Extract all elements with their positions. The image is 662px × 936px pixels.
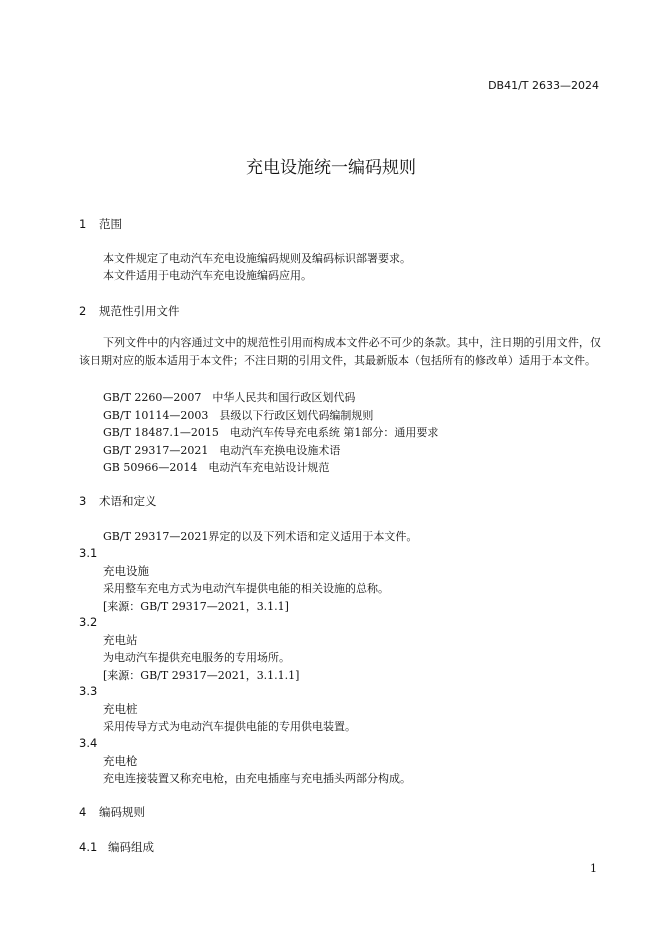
term-definition: 为电动汽车提供充电服务的专用场所。	[103, 651, 290, 664]
term-source: [来源：GB/T 29317—2021，3.1.1.1]	[103, 669, 300, 682]
section-heading-terms-definitions	[79, 493, 157, 509]
section-number: 3	[79, 494, 87, 508]
term-number: 3.1	[79, 546, 98, 560]
term-source: [来源：GB/T 29317—2021，3.1.1]	[103, 600, 289, 613]
page-number: 1	[590, 862, 597, 875]
section-number: 1	[79, 217, 87, 231]
section-number: 2	[79, 304, 87, 318]
paragraph: 本文件适用于电动汽车充电设施编码应用。	[103, 269, 312, 282]
reference-item: GB/T 2260—2007 中华人民共和国行政区划代码	[103, 391, 356, 404]
term-name: 充电站	[103, 633, 138, 647]
document-title: 充电设施统一编码规则	[246, 158, 416, 178]
term-name: 充电设施	[103, 564, 149, 578]
reference-item: GB/T 18487.1—2015 电动汽车传导充电系统 第1部分：通用要求	[103, 426, 439, 439]
section-title: 范围	[99, 217, 122, 231]
term-definition: 采用整车充电方式为电动汽车提供电能的相关设施的总称。	[103, 582, 389, 595]
term-number: 3.3	[79, 684, 98, 698]
document-number: DB41/T 2633—2024	[488, 79, 599, 92]
subsection-heading-code-composition	[79, 839, 154, 855]
section-number: 4	[79, 805, 87, 819]
subsection-title: 编码组成	[108, 840, 154, 854]
reference-item: GB/T 29317—2021 电动汽车充换电设施术语	[103, 444, 341, 457]
term-number: 3.2	[79, 615, 98, 629]
section-title: 规范性引用文件	[99, 304, 180, 318]
reference-item: GB/T 10114—2003 县级以下行政区划代码编制规则	[103, 409, 374, 422]
paragraph: 本文件规定了电动汽车充电设施编码规则及编码标识部署要求。	[103, 252, 411, 265]
section-title: 编码规则	[99, 805, 145, 819]
term-definition: 充电连接装置又称充电枪，由充电插座与充电插头两部分构成。	[103, 772, 411, 785]
term-number: 3.4	[79, 736, 98, 750]
section-heading-normative-references	[79, 303, 180, 319]
reference-item: GB 50966—2014 电动汽车充电站设计规范	[103, 461, 330, 474]
term-name: 充电桩	[103, 702, 138, 716]
paragraph: GB/T 29317—2021界定的以及下列术语和定义适用于本文件。	[103, 530, 418, 543]
term-definition: 采用传导方式为电动汽车提供电能的专用供电装置。	[103, 720, 356, 733]
section-heading-coding-rules	[79, 804, 145, 820]
subsection-number: 4.1	[79, 840, 98, 854]
section-heading-scope	[79, 216, 122, 232]
paragraph: 下列文件中的内容通过文中的规范性引用而构成本文件必不可少的条款。其中，注日期的引用文件，仅该日期对应的版本适用于本文件；不注日期的引用文件，其最新版本（包括所有的修改单）适用于本文件。	[79, 336, 601, 367]
term-name: 充电枪	[103, 754, 138, 768]
section-title: 术语和定义	[99, 494, 157, 508]
